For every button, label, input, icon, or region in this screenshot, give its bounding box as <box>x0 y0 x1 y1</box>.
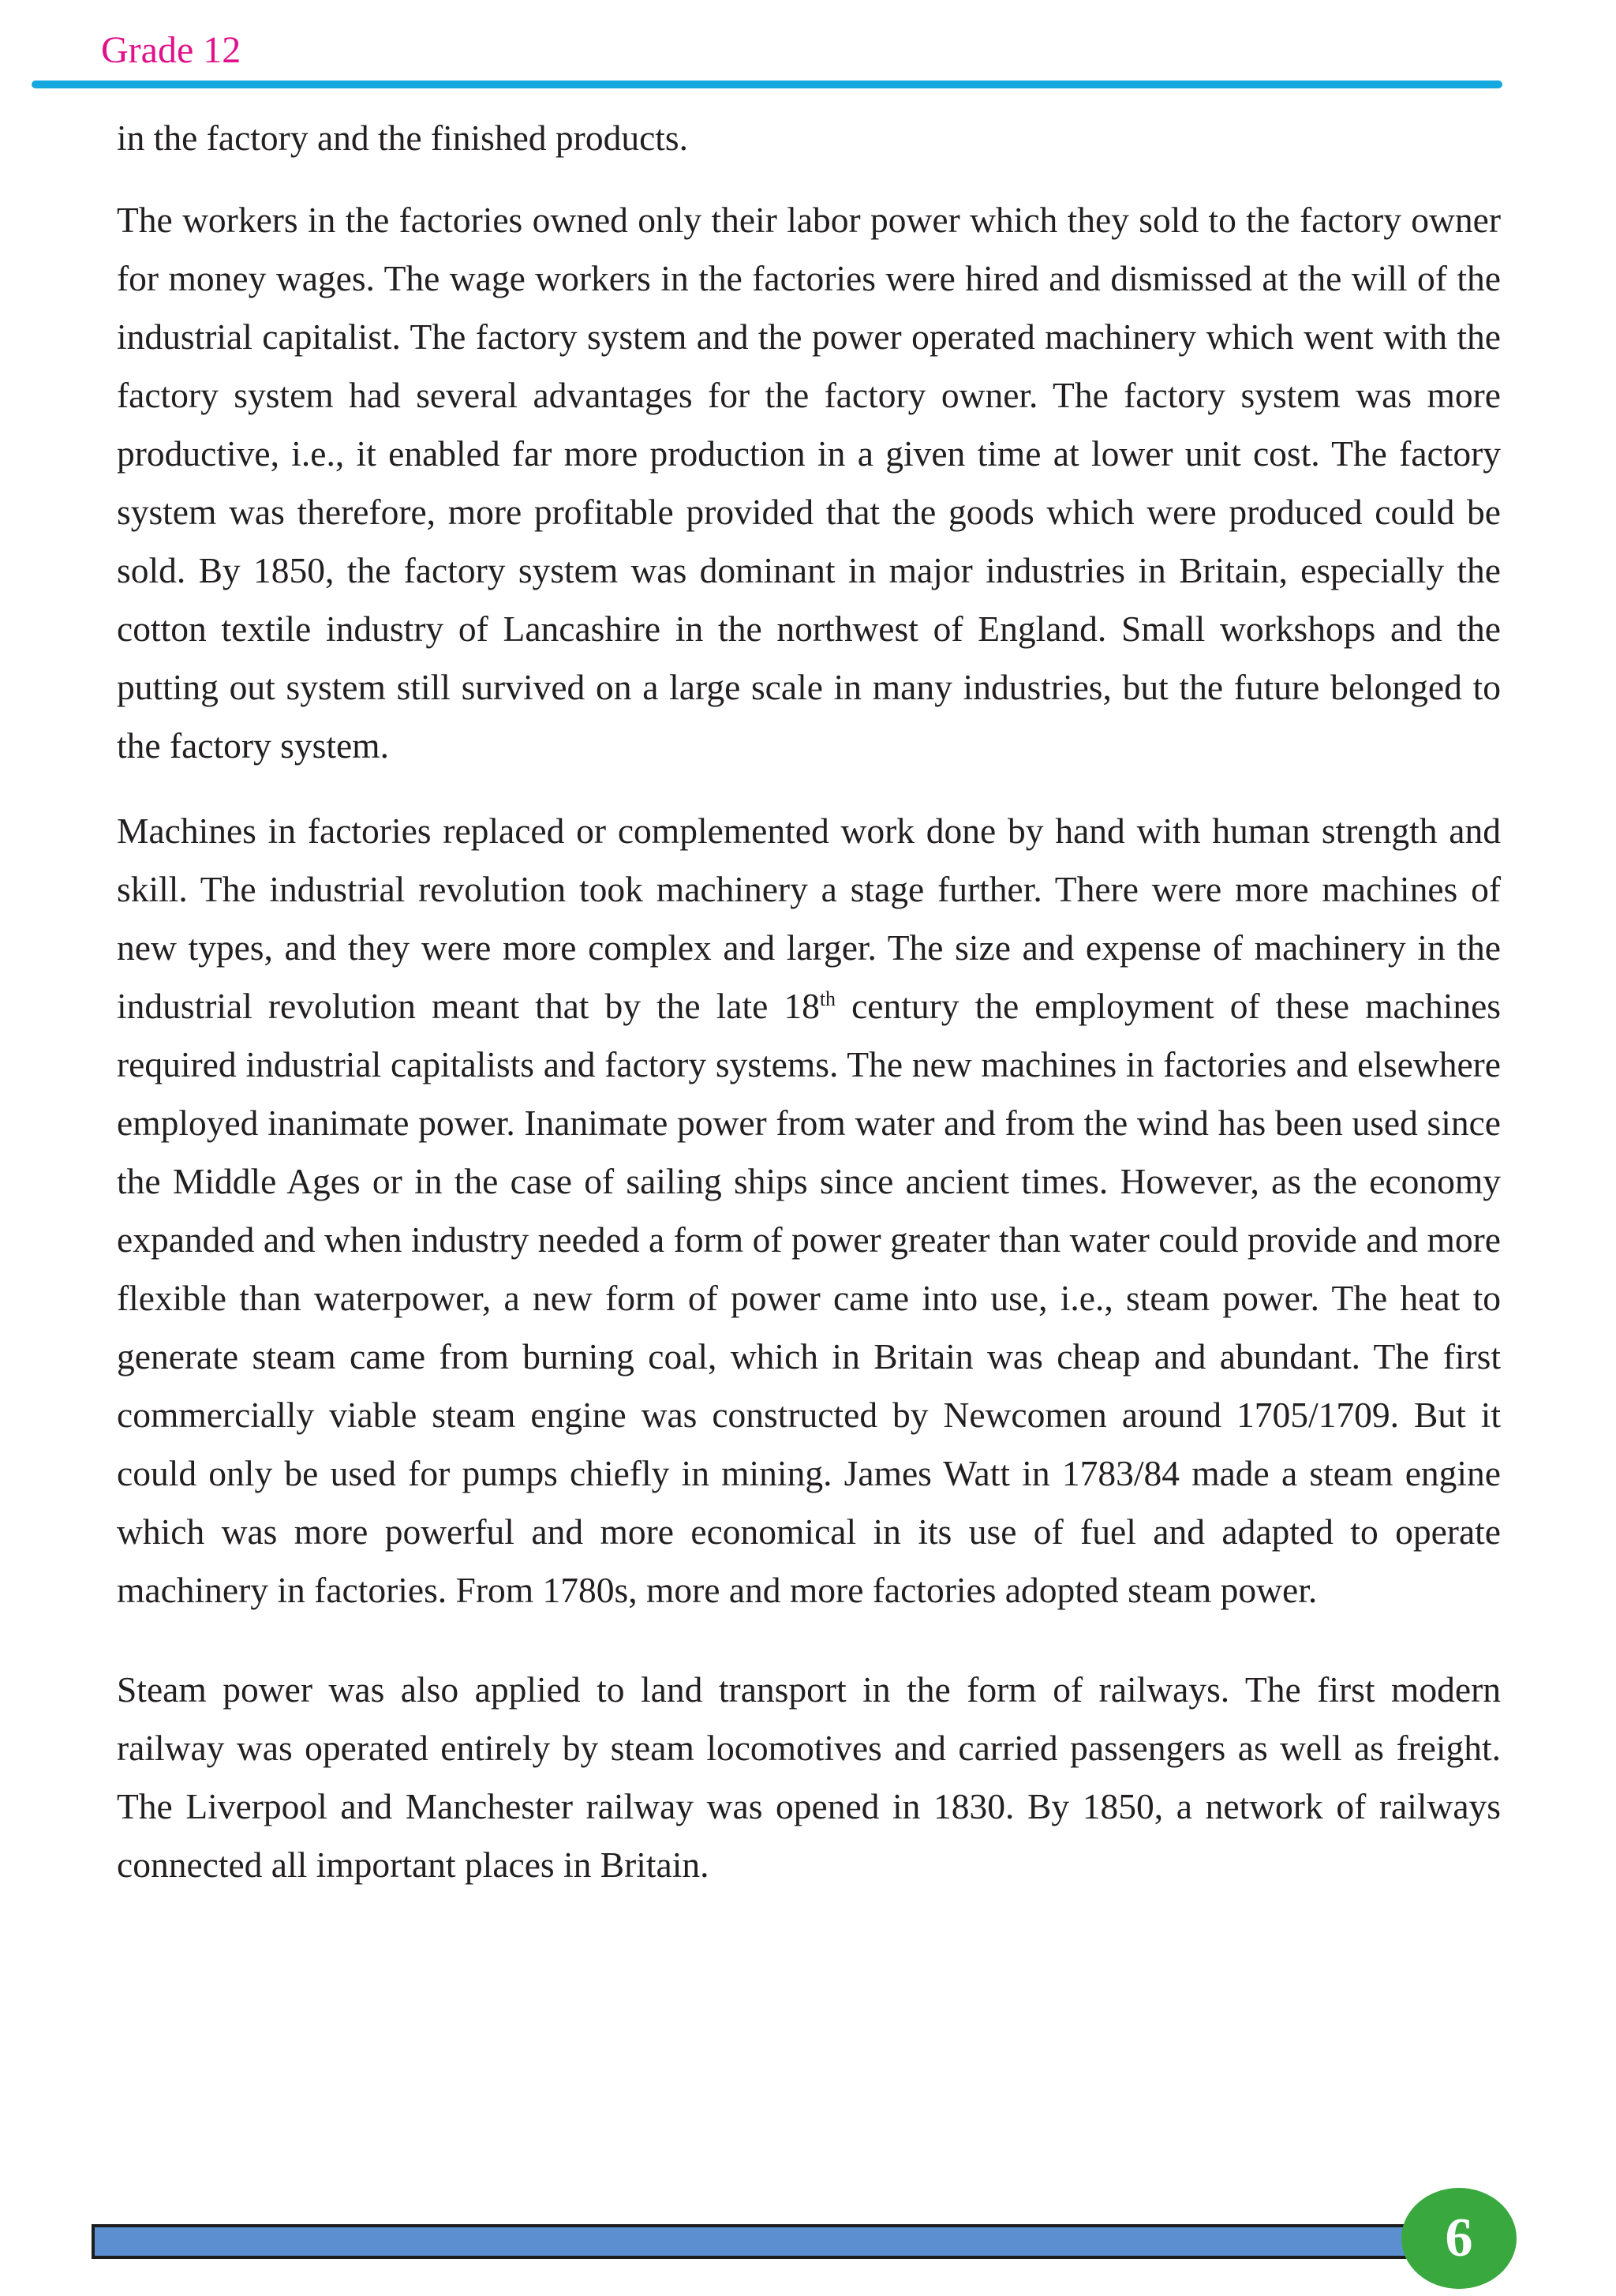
ordinal-superscript: th <box>819 987 836 1010</box>
footer-bar <box>92 2224 1464 2259</box>
paragraph-machines-text-start: Machines in factories replaced or complemented work done by hand with human strength and skill. The industrial revolution took machinery a stage further. There were more machines of new types, and they were more complex and larger. The size and expense of machinery in the industrial revolution meant that by the late 18 <box>117 811 1501 1026</box>
paragraph-machines <box>117 802 1501 1620</box>
paragraph-machines-text-end: century the employment of these machines required industrial capitalists and factory systems. The new machines in factories and elsewhere employed inanimate power. Inanimate power from water and from the wind has been used since the Middle Ages or in the case of sailing ships since ancient times. However, as the economy expanded and when industry needed a form of power greater than water could provide and more flexible than waterpower, a new form of power came into use, i.e., steam power. The heat to generate steam came from burning coal, which in Britain was cheap and abundant. The first commercially viable steam engine was constructed by Newcomen around 1705/1709. But it could only be used for pumps chiefly in mining. James Watt in 1783/84 made a steam engine which was more powerful and more economical in its use of fuel and adapted to operate machinery in factories. From 1780s, more and more factories adopted steam power. <box>117 986 1501 1610</box>
paragraph-railways: Steam power was also applied to land transport in the form of railways. The first modern railway was operated entirely by steam locomotives and carried passengers as well as freight. The Liverpool and Manchester railway was opened in 1830. By 1850, a network of railways connected all important places in Britain. <box>117 1669 1501 1885</box>
header-rule <box>32 81 1502 88</box>
page-body <box>117 109 1501 1894</box>
paragraph-factory-workers: The workers in the factories owned only their labor power which they sold to the factory owner for money wages. The wage workers in the factories were hired and dismissed at the will of the industrial capitalist. The factory system and the power operated machinery which went with the factory system had several advantages for the factory owner. The factory system was more productive, i.e., it enabled far more production in a given time at lower unit cost. The factory system was therefore, more profitable provided that the goods which were produced could be sold. By 1850, the factory system was dominant in major industries in Britain, especially the cotton textile industry of Lancashire in the northwest of England. Small workshops and the putting out system still survived on a large scale in many industries, but the future belonged to the factory system. <box>117 200 1501 766</box>
page-number-badge: 6 <box>1401 2188 1517 2289</box>
paragraph-continuation: in the factory and the finished products. <box>117 118 689 158</box>
grade-label: Grade 12 <box>101 29 241 71</box>
